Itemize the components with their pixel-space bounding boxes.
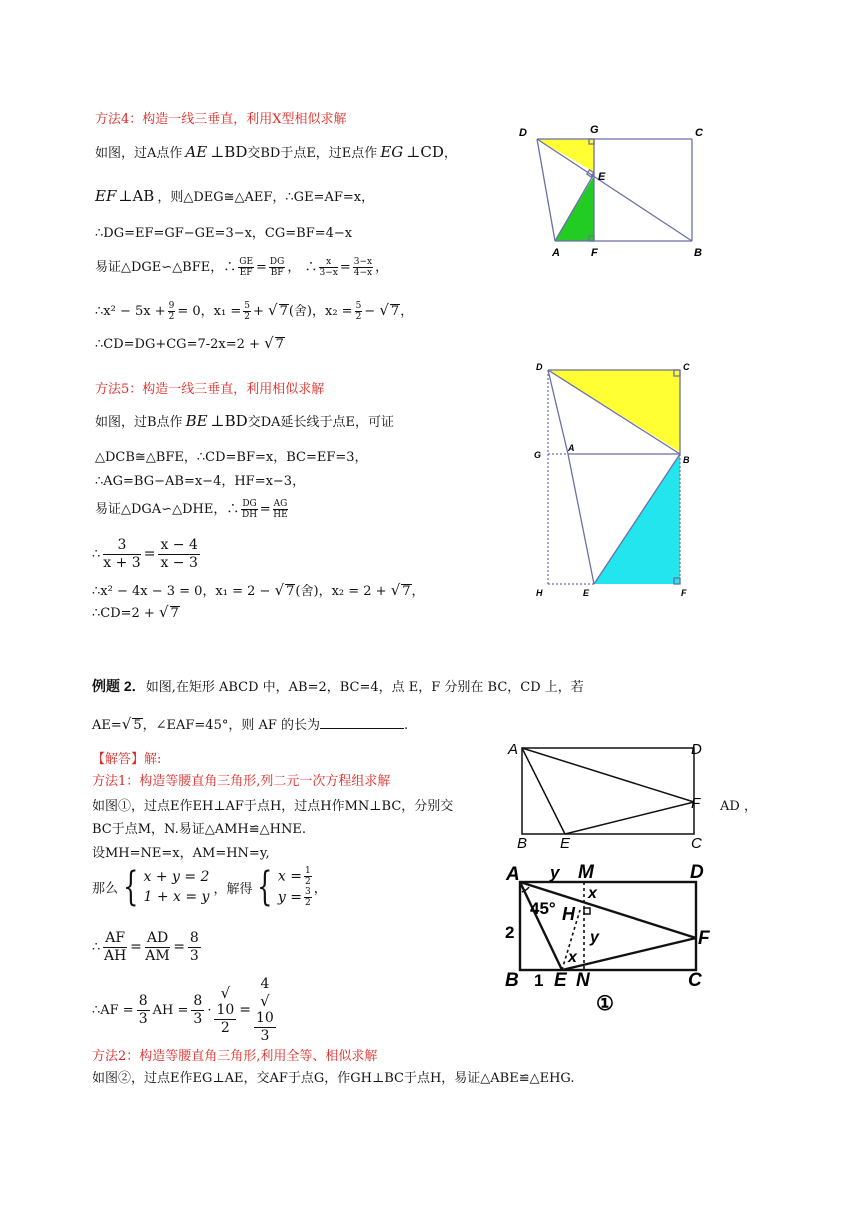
text: AE= xyxy=(92,718,122,733)
radical-sign: √ xyxy=(260,992,270,1010)
numerator: DG xyxy=(242,499,257,509)
label-G: G xyxy=(590,124,599,136)
method1-line1: 如图①，过点E作EH⊥AF于点H，过点H作MN⊥BC，分别交 xyxy=(92,799,454,814)
fraction xyxy=(145,930,170,965)
method5-line5 xyxy=(92,537,203,572)
text: = xyxy=(259,502,271,517)
text: ∴x² − 4x − 3 = 0，x₁ = 2 − xyxy=(92,584,271,599)
text: + xyxy=(252,304,264,319)
text: 易证△DGA∽△DHE，∴ xyxy=(95,502,240,517)
figure-method1 xyxy=(500,858,722,1018)
radical-sign: √ xyxy=(268,301,278,319)
numerator: 5 xyxy=(244,301,250,311)
fraction xyxy=(353,257,373,278)
label-B: B xyxy=(683,455,690,465)
text: = xyxy=(239,1002,252,1018)
text: y = xyxy=(277,889,303,906)
answer-blank[interactable] xyxy=(320,716,404,729)
term: EF xyxy=(95,187,117,205)
denominator: AH xyxy=(104,948,127,964)
method4-title: 方法4：构造一线三垂直，利用X型相似求解 xyxy=(95,112,347,127)
method5-line6 xyxy=(92,580,425,599)
label-A: A xyxy=(508,741,519,758)
text: ， xyxy=(411,584,425,599)
numerator: DG xyxy=(269,257,285,267)
figure-example2 xyxy=(505,738,715,854)
equation: 1 + x = y xyxy=(143,889,210,905)
brace: { xyxy=(257,864,273,910)
fraction xyxy=(188,930,201,965)
denominator: x + 3 xyxy=(103,555,141,571)
term: ⊥BD xyxy=(210,412,248,430)
denominator: HE xyxy=(273,510,288,520)
label-A: A xyxy=(552,247,560,259)
method4-line3: ∴DG=EF=GF−GE=3−x，CG=BF=4−x xyxy=(95,226,353,241)
denominator: EF xyxy=(239,268,253,278)
numerator: AF xyxy=(105,930,126,946)
text: ， ∴ xyxy=(287,260,318,275)
method5-line2: △DCB≅△BFE，∴CD=BF=x，BC=EF=3， xyxy=(95,450,368,465)
term: ⊥BD xyxy=(210,143,248,161)
label-B: B xyxy=(505,970,519,991)
label-x-bot: x xyxy=(568,949,577,966)
radicand: 7 xyxy=(286,584,295,599)
label-N: N xyxy=(576,970,590,991)
text: 如图,在矩形 ABCD 中，AB=2，BC=4，点 E，F 分别在 BC，CD 上，若 xyxy=(145,680,584,695)
method5-line7 xyxy=(92,603,180,621)
label-B: B xyxy=(694,247,702,259)
label-D: D xyxy=(690,862,704,883)
figure-method4 xyxy=(516,124,716,264)
numerator: 8 xyxy=(189,930,199,946)
denominator: 2 xyxy=(244,312,250,322)
label-G: G xyxy=(534,450,542,460)
radicand: 7 xyxy=(275,337,284,352)
denominator: 2 xyxy=(305,877,311,887)
radical-sign: √ xyxy=(121,715,132,733)
denominator: DH xyxy=(242,510,258,520)
radicand: 7 xyxy=(402,584,411,599)
method1-ratio xyxy=(92,930,204,965)
label-D: D xyxy=(691,741,702,758)
fraction xyxy=(168,301,176,322)
numerator xyxy=(214,985,236,1020)
text: = xyxy=(130,939,142,955)
solution-row xyxy=(278,866,314,887)
label-A: A xyxy=(568,443,575,453)
fraction xyxy=(238,257,254,278)
equation-system xyxy=(143,867,209,907)
example2-line2 xyxy=(92,714,408,733)
fraction xyxy=(103,930,127,965)
denominator: x − 3 xyxy=(160,555,198,571)
text: 如图，过A点作 xyxy=(95,146,183,161)
label-E: E xyxy=(583,588,590,598)
method4-line4 xyxy=(95,256,388,278)
text: ∴AF = xyxy=(92,1003,134,1018)
numerator: 1 xyxy=(305,866,311,876)
example2-line1 xyxy=(92,676,584,696)
label-H: H xyxy=(562,904,575,924)
text: ，∠EAF=45°，则 AF 的长为 xyxy=(142,718,321,733)
fraction xyxy=(319,257,337,278)
text: 那么 xyxy=(92,881,119,897)
denominator: 2 xyxy=(355,312,362,322)
denominator: AM xyxy=(145,948,170,964)
text: 易证△DGE∽△BFE，∴ xyxy=(95,260,237,275)
label-E: E xyxy=(560,835,571,852)
label-E: E xyxy=(598,171,606,183)
text: 交DA延长线于点E，可证 xyxy=(247,415,395,430)
label-x-top: x xyxy=(588,885,597,902)
fraction xyxy=(243,301,251,322)
radical-sign: √ xyxy=(274,581,285,599)
figure-method5 xyxy=(528,360,696,600)
text: ∴CD=DG+CG=7-2x=2 + xyxy=(95,337,260,352)
label-F: F xyxy=(691,795,701,812)
fraction xyxy=(214,985,236,1037)
label-one: 1 xyxy=(534,971,544,990)
fraction xyxy=(304,887,312,908)
method5-line3: ∴AG=BG−AB=x−4，HF=x−3， xyxy=(95,474,306,489)
fraction xyxy=(304,866,312,887)
fraction xyxy=(191,993,204,1028)
method1-title: 方法1：构造等腰直角三角形,列二元一次方程组求解 xyxy=(92,774,391,789)
text: ∴ xyxy=(92,547,101,562)
radicand: 7 xyxy=(279,304,288,319)
numerator: x − 4 xyxy=(160,537,198,553)
fraction xyxy=(241,499,257,520)
label-C: C xyxy=(695,127,703,139)
text: ， xyxy=(400,304,414,319)
radical-sign: √ xyxy=(390,581,401,599)
fraction xyxy=(137,993,150,1028)
label-side-2: 2 xyxy=(505,923,515,942)
numerator xyxy=(254,976,276,1028)
equation: x + y = 2 xyxy=(143,869,210,885)
method5-line1 xyxy=(95,411,394,430)
term: ⊥CD xyxy=(406,143,444,161)
radical-sign: √ xyxy=(220,983,231,1002)
label-y-mid: y xyxy=(590,929,599,946)
numerator: 3−x xyxy=(353,257,373,267)
text: ，解得 xyxy=(213,881,253,897)
method4-line1 xyxy=(95,142,457,161)
text: ∴x² − 5x + xyxy=(95,304,166,319)
numerator: 5 xyxy=(355,301,362,311)
method4-line6 xyxy=(95,334,285,352)
method2-line1: 如图②，过点E作EG⊥AE，交AF于点G，作GH⊥BC于点H，易证△ABE≌△EHG. xyxy=(92,1071,575,1086)
text: ，则△DEG≅△AEF，∴GE=AF=x， xyxy=(157,190,375,205)
label-B: B xyxy=(517,835,528,852)
fraction xyxy=(103,537,140,572)
text: ， xyxy=(313,881,327,897)
method1-line1-tail: AD ， xyxy=(720,799,757,814)
denominator: 3−x xyxy=(319,268,338,278)
numerator: AG xyxy=(273,499,288,509)
numerator: 3 xyxy=(305,887,311,897)
text: ∴CD=2 + xyxy=(92,606,155,621)
radicand: 5 xyxy=(133,718,142,733)
denominator: 3 xyxy=(138,1011,148,1027)
radical-sign: √ xyxy=(379,301,389,319)
radical-sign: √ xyxy=(264,334,274,352)
text: − xyxy=(364,304,376,319)
denominator: 3 xyxy=(260,1028,270,1044)
text: (舍)，x₂ = xyxy=(288,304,353,319)
numerator: AD xyxy=(146,930,169,946)
denominator: 2 xyxy=(305,898,311,908)
label-C: C xyxy=(691,835,702,852)
method2-title: 方法2：构造等腰直角三角形,利用全等、相似求解 xyxy=(92,1049,378,1064)
numerator: GE xyxy=(239,257,254,267)
numerator: x xyxy=(319,257,337,268)
method1-system xyxy=(92,866,327,908)
label-E: E xyxy=(554,970,567,991)
term: AE xyxy=(185,143,208,161)
label-C: C xyxy=(683,362,690,372)
text: = xyxy=(256,260,267,275)
text: 交BD于点E，过E点作 xyxy=(247,146,378,161)
denominator: 2 xyxy=(220,1019,230,1036)
solution-row xyxy=(278,887,314,908)
label-D: D xyxy=(519,127,527,139)
method1-line3: 设MH=NE=x，AM=HN=y, xyxy=(92,846,270,861)
denominator: 3 xyxy=(193,1011,203,1027)
label-A: A xyxy=(506,864,520,885)
fraction xyxy=(355,301,363,322)
method4-line5 xyxy=(95,300,413,322)
text: = xyxy=(173,939,185,955)
text: · xyxy=(207,1003,212,1018)
label-F: F xyxy=(591,247,598,259)
solution-system xyxy=(278,866,314,908)
label-y-top: y xyxy=(550,863,560,882)
label-C: C xyxy=(688,970,702,991)
text: x = xyxy=(277,868,302,885)
label-F: F xyxy=(681,588,687,598)
fraction xyxy=(254,976,276,1045)
text: ∴ xyxy=(92,940,101,955)
text: ， xyxy=(443,146,457,161)
text: = xyxy=(339,260,351,275)
brace: { xyxy=(123,864,139,910)
numerator: 3 xyxy=(103,537,140,555)
method4-line2 xyxy=(95,186,374,205)
fraction xyxy=(269,257,285,278)
example-label: 例题 2． xyxy=(92,678,146,694)
denominator: BF xyxy=(270,268,284,278)
numerator: 9 xyxy=(168,301,175,311)
method1-line2: BC于点M，N.易证△AMH≌△HNE. xyxy=(92,822,306,837)
term: BE xyxy=(185,412,208,430)
radical-sign: √ xyxy=(158,603,169,621)
radicand: 10 xyxy=(256,1010,274,1026)
label-F: F xyxy=(698,928,710,949)
term: ⊥AB xyxy=(118,187,155,205)
denominator: 2 xyxy=(168,312,175,322)
term: EG xyxy=(380,143,404,161)
label-M: M xyxy=(578,862,594,883)
radicand: 7 xyxy=(170,606,179,621)
radicand: 7 xyxy=(390,304,400,319)
fraction xyxy=(158,537,199,572)
fraction xyxy=(273,499,289,520)
solution-header: 【解答】解: xyxy=(92,752,162,767)
text: AH = xyxy=(152,1003,189,1018)
label-circled-1: ① xyxy=(596,993,614,1015)
denominator: 3 xyxy=(189,948,199,964)
method1-result xyxy=(92,976,279,1045)
label-H: H xyxy=(536,588,543,598)
text: = 0，x₁ = xyxy=(177,304,242,319)
radicand: 10 xyxy=(216,1001,235,1018)
coefficient: 4 xyxy=(260,976,270,992)
method5-title: 方法5：构造一线三垂直，利用相似求解 xyxy=(95,382,325,397)
text: 如图，过B点作 xyxy=(95,415,183,430)
numerator: 8 xyxy=(138,993,148,1009)
numerator: 8 xyxy=(193,993,203,1009)
text: . xyxy=(404,718,409,733)
method5-line4 xyxy=(95,498,290,520)
text: = xyxy=(143,546,156,562)
text: (舍)，x₂ = 2 + xyxy=(295,584,387,599)
label-angle: 45° xyxy=(530,899,556,918)
label-D: D xyxy=(536,362,543,372)
text: ， xyxy=(375,260,389,275)
denominator: 4−x xyxy=(353,268,373,278)
